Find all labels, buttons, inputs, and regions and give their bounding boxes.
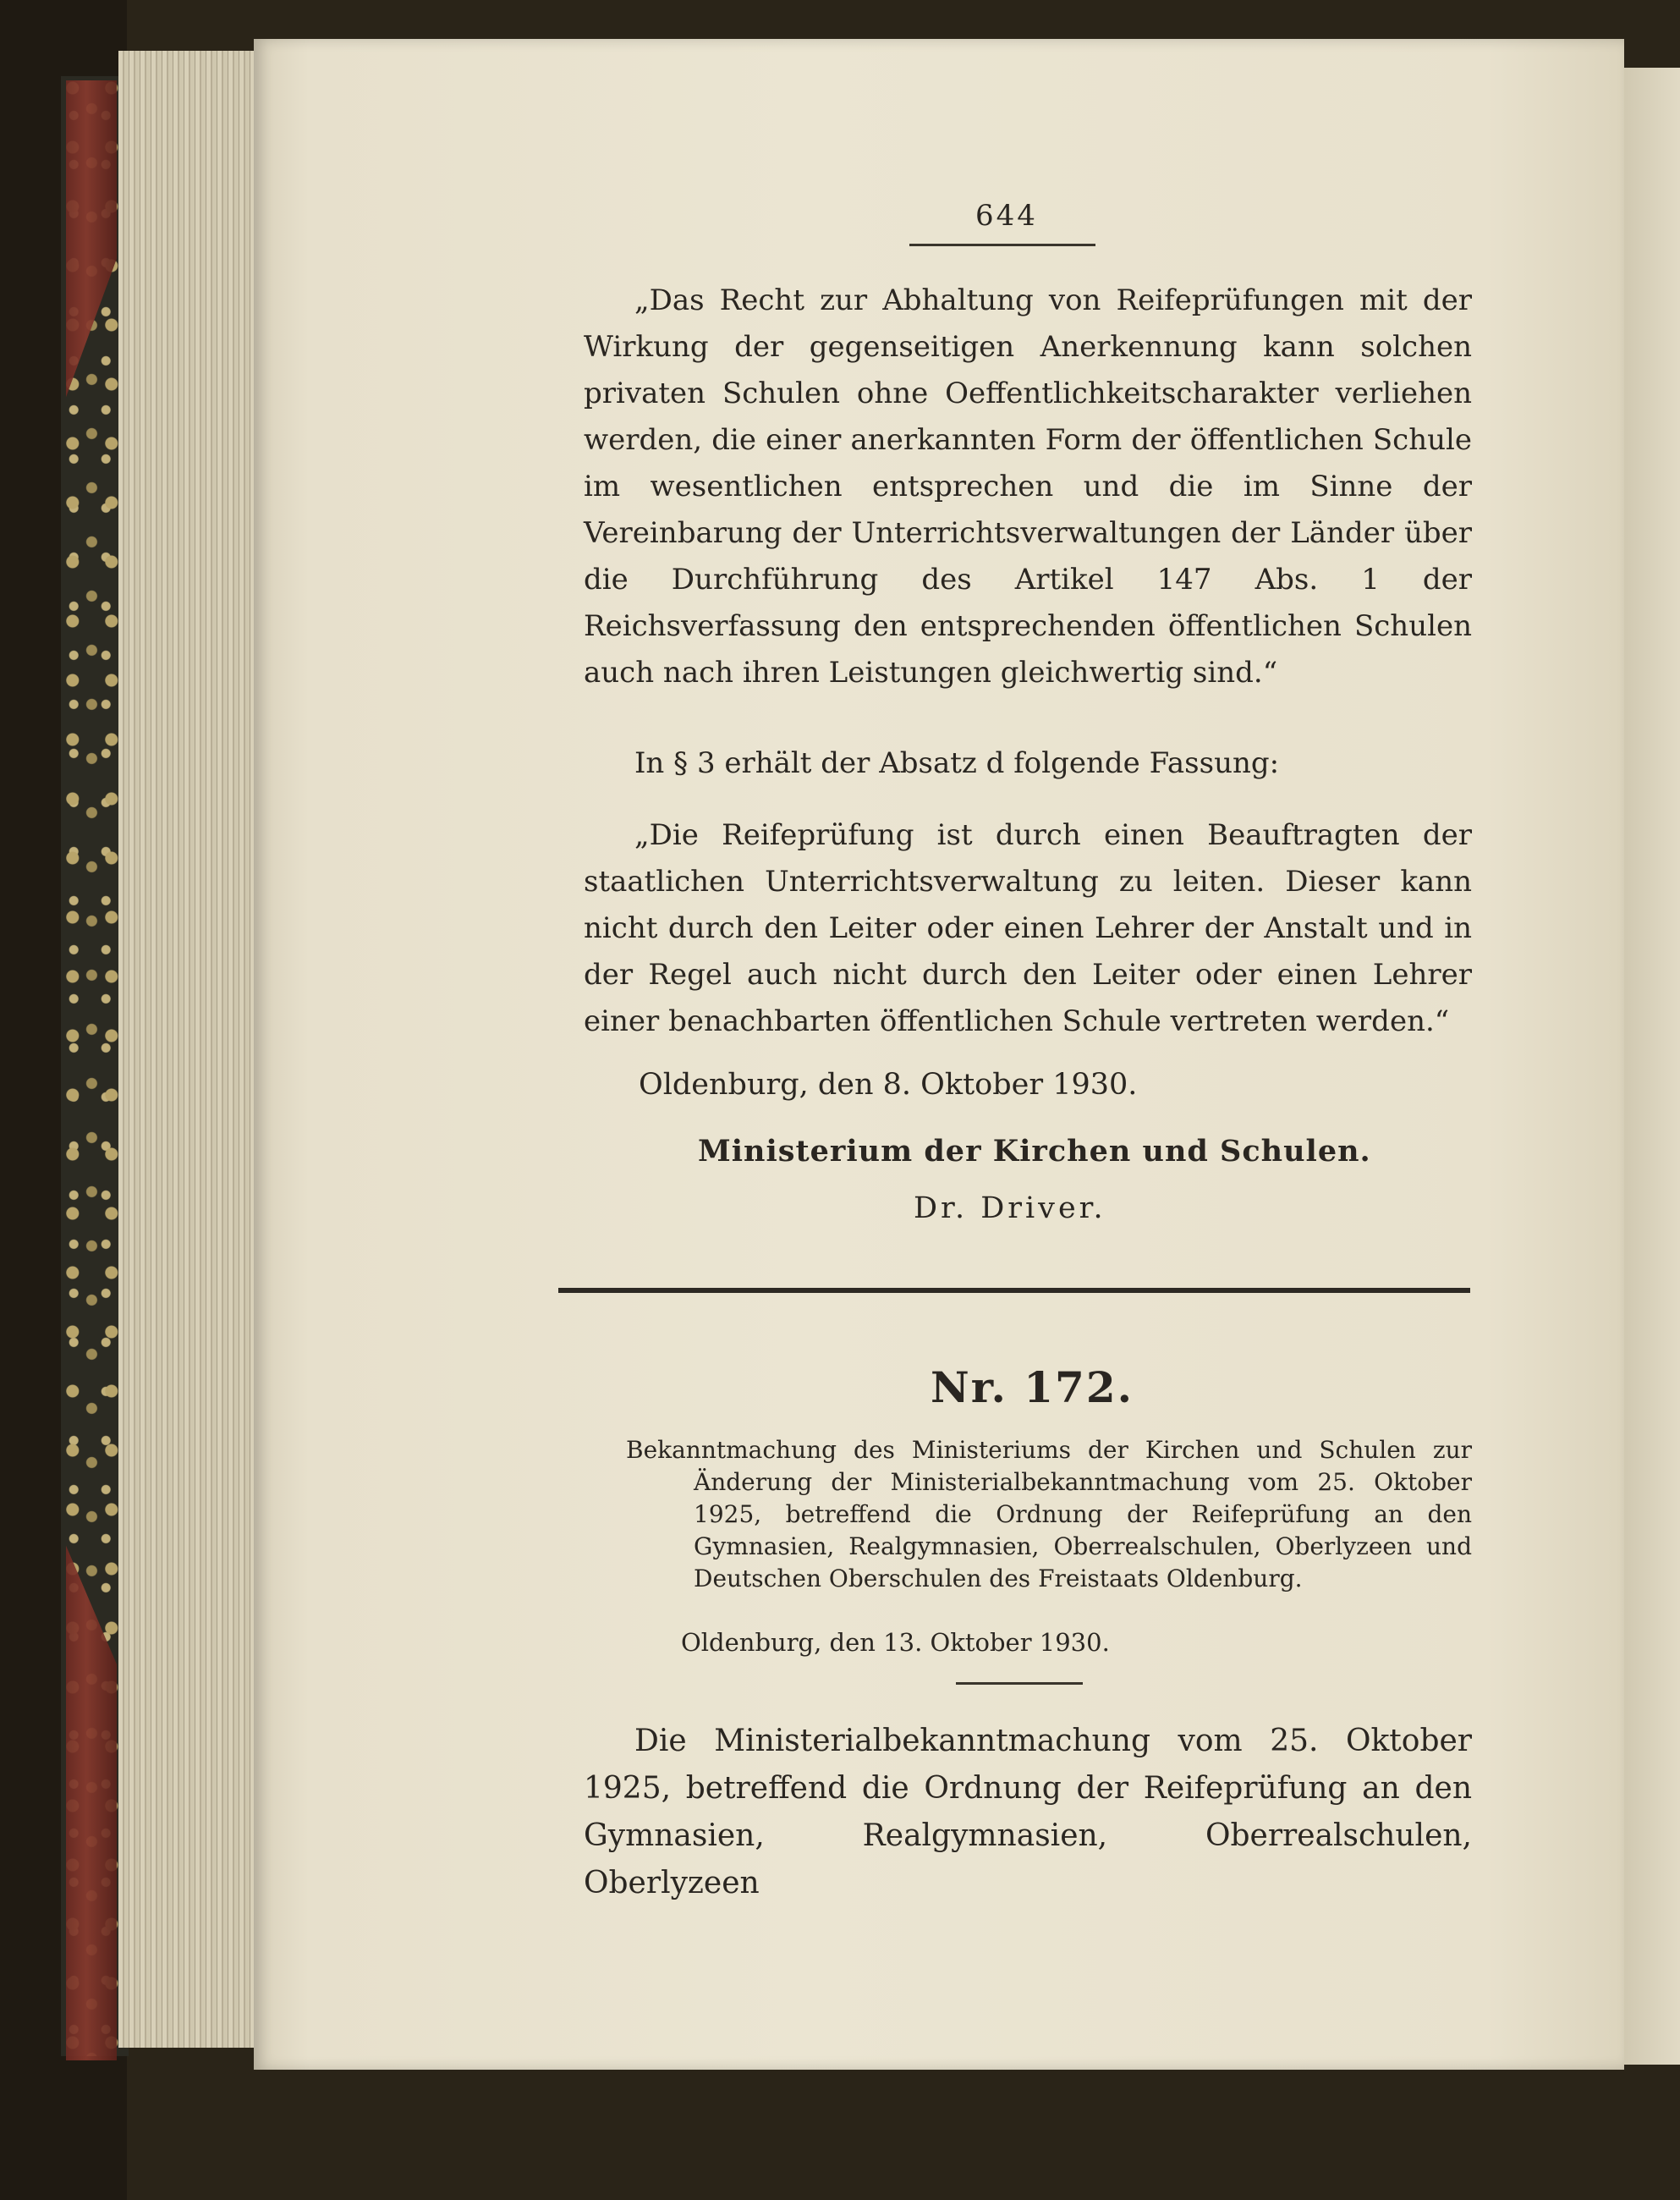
date-line-1: Oldenburg, den 8. Oktober 1930. <box>639 1068 1138 1102</box>
ministry-signature: Ministerium der Kirchen und Schulen. <box>698 1134 1371 1169</box>
section-divider <box>558 1288 1470 1293</box>
notice-subject <box>626 1434 1472 1595</box>
paragraph-quote-2: „Die Reifeprüfung ist durch einen Beauftragten der staatlichen Unterrichtsverwaltung zu leiten. Dieser kann nicht durch den Leiter oder einen Lehrer der Anstalt und in der Regel auch nicht durch den Leiter oder einen Lehrer einer benachbarten öffentlichen Schule vertreten werden.“ <box>584 818 1472 1038</box>
paragraph-quote-1: „Das Recht zur Abhaltung von Reifeprüfungen mit der Wirkung der gegenseitigen Anerkennung kann solchen privaten Schulen ohne Oeffentlichkeitscharakter verliehen werden, die einer anerkannten Form der öffentlichen Schule im wesentlichen entsprechen und die im Sinne der Vereinbarung der Unterrichtsverwaltungen der Länder über die Durchführung des Artikel 147 Abs. 1 der Reichsverfassung den entsprechenden öffentlichen Schulen auch nach ihren Leistungen gleichwertig sind.“ <box>584 283 1472 690</box>
notice-number: Nr. 172. <box>931 1362 1134 1412</box>
date-line-2: Oldenburg, den 13. Oktober 1930. <box>681 1628 1110 1657</box>
page-number-rule <box>909 244 1095 246</box>
signer-name: Dr. Driver. <box>914 1191 1106 1225</box>
short-divider <box>956 1682 1083 1685</box>
notice-subject-text: Bekanntmachung des Ministeriums der Kirchen und Schulen zur Änderung der Ministerialbekanntmachung vom 25. Oktober 1925, betreffend die Ordnung der Reifeprüfung an den Gymnasien, Realgymnasien, Oberrealschulen, Oberlyzeen und Deutschen Oberschulen des Freistaats Oldenburg. <box>626 1436 1472 1592</box>
page-number: 644 <box>975 199 1038 233</box>
paragraph-body: Die Ministerialbekanntmachung vom 25. Oktober 1925, betreffend die Ordnung der Reifeprüfung an den Gymnasien, Realgymnasien, Oberrealschulen, Oberlyzeen <box>584 1724 1472 1900</box>
page-edges <box>118 51 262 2048</box>
paragraph-amendment: In § 3 erhält der Absatz d folgende Fassung: <box>634 746 1280 780</box>
